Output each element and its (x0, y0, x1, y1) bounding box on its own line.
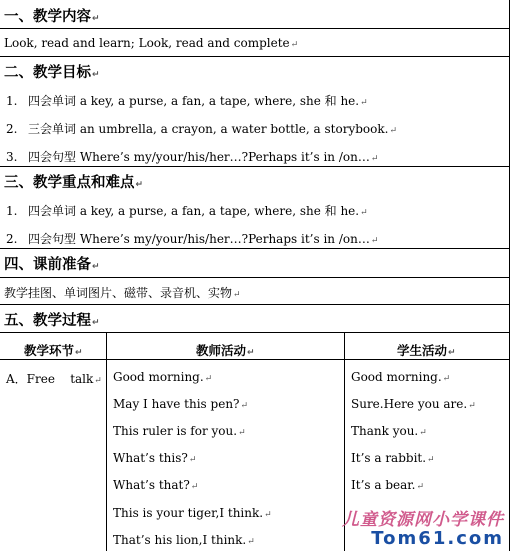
table-cell-student: Good morning.↵ (351, 370, 451, 384)
table-header-divider (0, 359, 510, 360)
section-2-title: 二、教学目标↵ (4, 65, 100, 81)
section-4-title: 四、课前准备↵ (4, 257, 100, 273)
table-cell-student: It’s a rabbit.↵ (351, 451, 435, 465)
table-cell-teacher: May I have this pen?↵ (113, 397, 249, 411)
divider (0, 248, 510, 249)
divider (0, 332, 510, 333)
table-cell-student: Thank you.↵ (351, 424, 427, 438)
table-header-teacher: 教师活动↵ (196, 343, 255, 358)
list-item: 1. 四会单词 a key, a purse, a fan, a tape, where, she 和 he.↵ (6, 204, 368, 218)
divider (0, 304, 510, 305)
table-cell-teacher: What’s that?↵ (113, 478, 199, 492)
table-cell-teacher: This ruler is for you.↵ (113, 424, 246, 438)
table-cell-teacher: Good morning.↵ (113, 370, 213, 384)
divider (0, 56, 510, 57)
divider (0, 166, 510, 167)
divider (0, 277, 510, 278)
section-5-title: 五、教学过程↵ (4, 313, 100, 329)
table-cell-teacher: That’s his lion,I think.↵ (113, 533, 255, 547)
table-header-stage: 教学环节↵ (24, 343, 83, 358)
column-divider (106, 332, 107, 551)
table-cell-teacher: What’s this?↵ (113, 451, 197, 465)
column-divider (344, 332, 345, 551)
table-cell-student: It’s a bear.↵ (351, 478, 425, 492)
table-cell-student: Sure.Here you are.↵ (351, 397, 476, 411)
section-1-content: Look, read and learn; Look, read and complete↵ (4, 36, 299, 50)
table-cell-teacher: This is your tiger,I think.↵ (113, 506, 272, 520)
table-cell-stage: A．Free talk↵ (6, 372, 102, 386)
table-header-student: 学生活动↵ (397, 343, 456, 358)
watermark-text: 儿童资源网小学课件 (342, 510, 504, 530)
section-3-title: 三、教学重点和难点↵ (4, 175, 144, 191)
list-item: 2. 三会单词 an umbrella, a crayon, a water bottle, a storybook.↵ (6, 122, 397, 136)
section-1-title: 一、教学内容↵ (4, 9, 100, 25)
list-item: 1. 四会单词 a key, a purse, a fan, a tape, where, she 和 he.↵ (6, 94, 368, 108)
watermark-url: Tom61.com (371, 528, 504, 549)
list-item: 2. 四会句型 Where’s my/your/his/her…?Perhaps it’s in /on…↵ (6, 232, 379, 246)
list-item: 3. 四会句型 Where’s my/your/his/her…?Perhaps it’s in /on…↵ (6, 150, 379, 164)
section-4-content: 教学挂图、单词图片、磁带、录音机、实物↵ (4, 286, 241, 300)
divider (0, 28, 510, 29)
